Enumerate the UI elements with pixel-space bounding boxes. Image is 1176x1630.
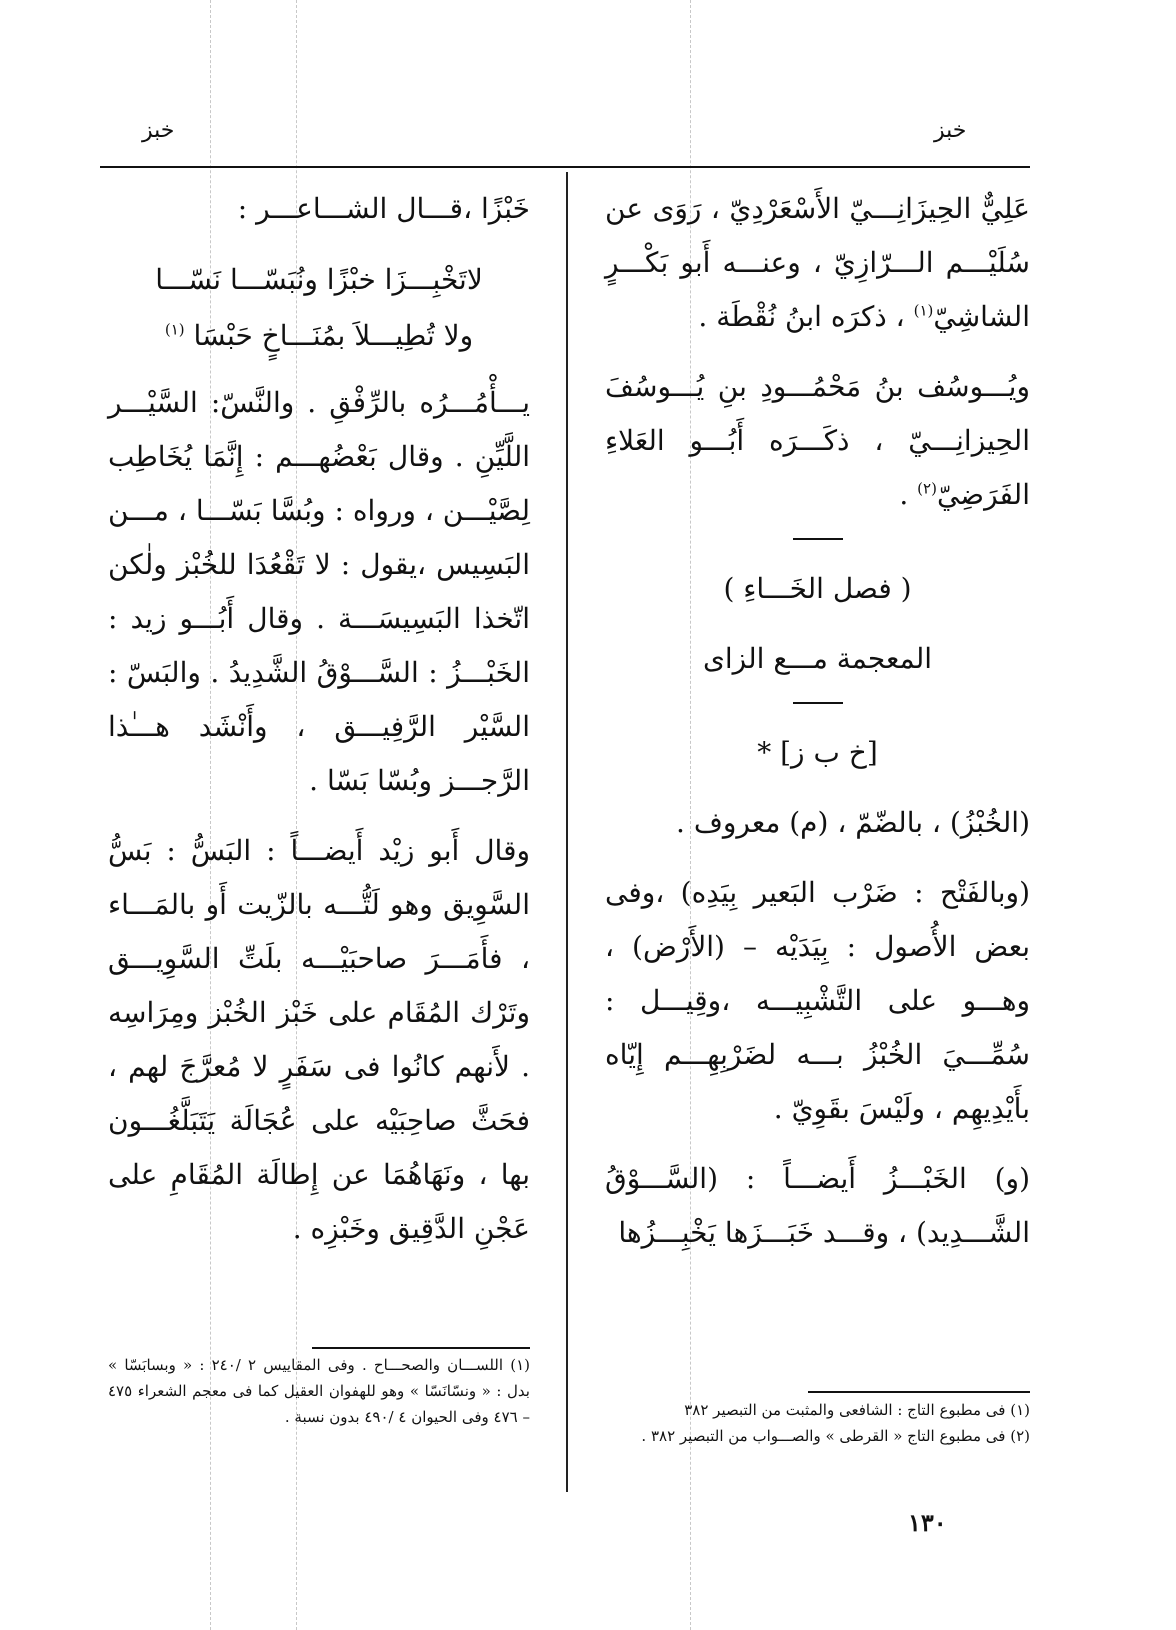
verse-line [108, 308, 530, 364]
footnotes-right [610, 1397, 1030, 1449]
paragraph-text: . [899, 478, 909, 511]
paragraph: (و) الخَبْـــزُ أَيضـــاً : (السَّـــوْقُ الشَّـــدِيد) ، وقـــد خَبَـــزَها يَخْبِـــزُها [605, 1162, 1030, 1249]
footnote-rule [312, 1347, 530, 1349]
verse-line: لاتَخْبِـــزَا خبْزًا ونُبَسّـــا نَسّـــا [155, 263, 483, 296]
header-rule [100, 166, 1030, 168]
right-column [605, 182, 1030, 1276]
page-number: ١٣٠ [908, 1508, 947, 1537]
footnote-rule [808, 1391, 1030, 1393]
footnote: (١) اللســـان والصحـــاح . وفى المقاييس ٢ /٢٤٠ : « وبسابَسّا » بدل : « ونسّانَسّا » وهو للهفوان العقيل كما فى معجم الشعراء ٤٧٥ – ٤٧٦ وفى الحيوان ٤ /٤٩٠ بدون نسبة . [108, 1356, 530, 1426]
entry-heading: [خ ب ز] * [757, 736, 878, 769]
paragraph-text: ويُـــوسُف بنُ مَحْمُـــودِ بنِ يُـــوسُفَ الحِيزانِـــيّ ، ذكَـــرَه أَبُـــو العَلاءِ الفَرَضِيّ [605, 370, 1030, 511]
paragraph: (وبالفَتْح : ضَرْب البَعير بِيَدِه) ،وفى بعض الأُصول : بِيَدَيْه – (الأَرْض) ، وهـــو على التَّشْبِيـــه ،وقِيـــل : سُمِّـــيَ الخُبْزُ بـــه لضَرْبِهِـــم إِيّاه بأَيْدِيهِم ، ولَيْسَ بقَوِيّ . [605, 876, 1030, 1125]
section-subtitle: المعجمة مـــع الزاى [702, 642, 933, 675]
paragraph: وقال أَبو زيْد أَيضـــاً : البَسُّ : بَسُّ السَّوِيق وهو لَتُّـــه بالزّيت أَو بالمَـــاء ، فأَمَـــرَ صاحبَيْـــه بلَتِّ السَّوِيـــق وتَرْك المُقَام على خَبْز الخُبْز ومِرَاسِه . لأَنهم كانُوا فى سَفَرٍ لا مُعرَّجَ لهم ، فحَثَّ صاحِبَيْه على عُجَالَة يَتَبَلَّغُـــون بها ، ونَهَاهُمَا عن إِطالَة المُقَامِ على عَجْنِ الدَّقِيق وخَبْزِه . [108, 834, 530, 1245]
paragraph: خَبْزًا ،قـــال الشـــاعـــر : [237, 192, 530, 225]
section-rule [793, 538, 843, 540]
footnotes-left [108, 1352, 530, 1430]
paragraph-text: ، ذكرَه ابنُ نُقْطَة . [698, 300, 905, 333]
column-divider [566, 172, 568, 1492]
paragraph: يـــأْمُـــرُه بالرِّفْقِ . والنَّسّ: السَّيْـــر اللَّيِّنِ . وقال بَعْضُهـــم : إِنَّمَا يُخَاطِب لِصَّيْـــن ، ورواه : وبُسَّا بَسّـــا ، مـــن البَسِيس ،يقول : لا تَقْعُدَا للخُبْز ولٰكن اتّخذا البَسِيسَـــة . وقال أَبُـــو زيد : الخَبْـــزُ : السَّـــوْقُ الشَّدِيدُ . والبَسّ : السَّيْر الرَّفِيـــق ، وأَنْشَد هـــٰذا الرَّجـــز وبُسّا بَسّا . [108, 386, 530, 797]
footnote-marker: (١) [164, 320, 185, 339]
verse [108, 252, 530, 364]
paragraph-text: عَلِيٌّ الحِيزَانِـــيّ الأَسْعَرْدِيّ ، رَوَى عن سُلَيْـــم الـــرّازِيّ ، وعنـــه أَبو بَكْـــرٍ الشاشِيّ [605, 192, 1030, 333]
verse-text: ولا تُطِيـــلاَ بمُنَـــاخٍ حَبْسَا [193, 319, 474, 352]
running-head-left: خبز [142, 118, 175, 143]
footnote-marker: (١) [913, 301, 934, 320]
running-head-right: خبز [934, 118, 967, 143]
footnote: (٢) فى مطبوع التاج « القرطى » والصـــواب من التبصير ٣٨٢ . [641, 1427, 1030, 1445]
left-column [108, 182, 530, 1272]
paragraph: (الخُبْزُ) ، بالضّمّ ، (م) معروف . [676, 806, 1030, 839]
section-rule [793, 702, 843, 704]
section-title: ( فصل الخَـــاءِ ) [723, 572, 912, 605]
footnote: (١) فى مطبوع التاج : الشافعى والمثبت من التبصير ٣٨٢ [684, 1401, 1030, 1419]
paragraph [605, 182, 1030, 344]
footnote-marker: (٢) [917, 479, 937, 498]
paragraph [605, 360, 1030, 522]
